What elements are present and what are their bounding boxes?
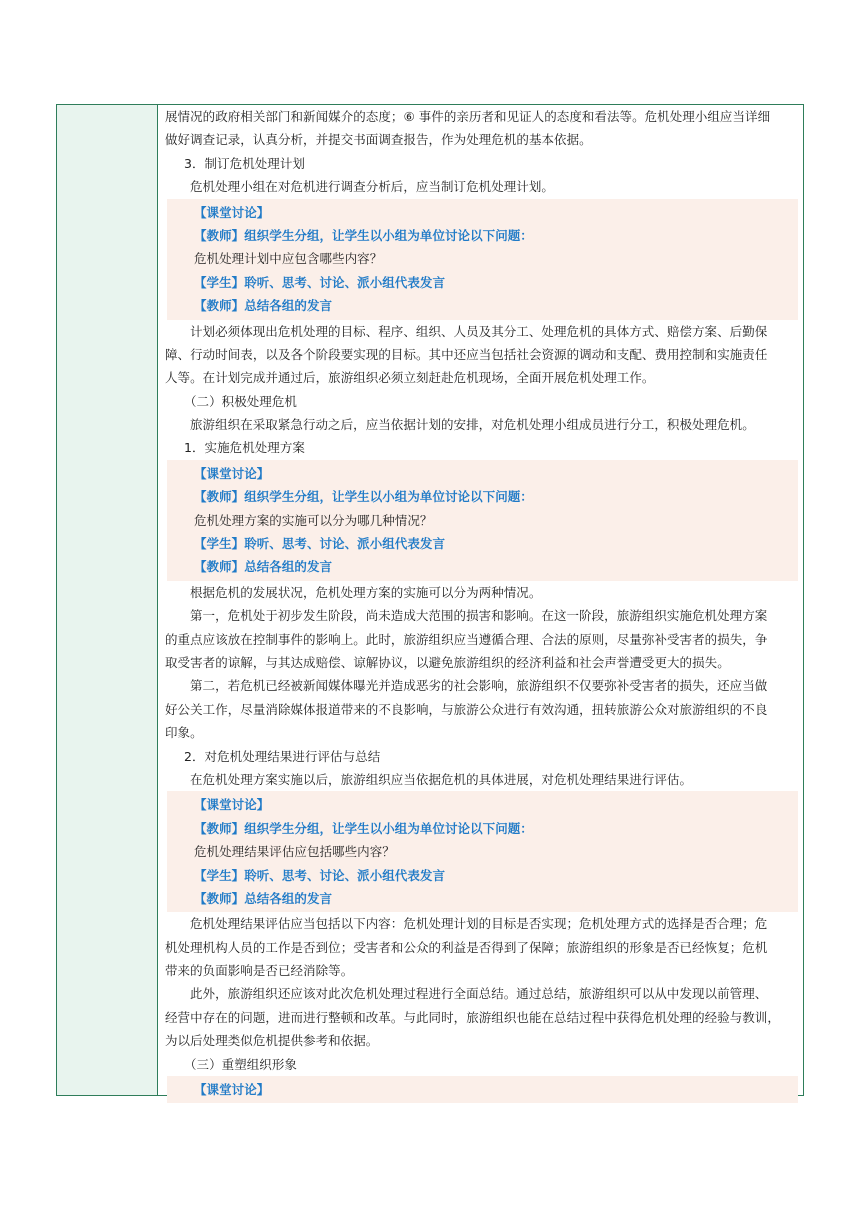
student-activity: 【学生】聆听、思考、讨论、派小组代表发言 (194, 274, 446, 290)
teacher-summary: 【教师】总结各组的发言 (194, 559, 333, 575)
paragraph-line: 计划必须体现出危机处理的目标、程序、组织、人员及其分工、处理危机的具体方式、赔偿方案、后勤保 (190, 323, 768, 339)
subheading: 1．实施危机处理方案 (184, 440, 305, 456)
paragraph-line: 障、行动时间表，以及各个阶段要实现的目标。其中还应当包括社会资源的调动和支配、费用控制和实施责任 (165, 346, 768, 362)
paragraph-line: 为以后处理类似危机提供参考和依据。 (165, 1033, 379, 1049)
lesson-table (56, 104, 804, 1096)
paragraph-line: 危机处理小组在对危机进行调查分析后，应当制订危机处理计划。 (190, 179, 554, 195)
discussion-question: 危机处理结果评估应包括哪些内容？ (194, 844, 395, 860)
paragraph-line: 根据危机的发展状况，危机处理方案的实施可以分为两种情况。 (190, 584, 542, 600)
subheading: 2．对危机处理结果进行评估与总结 (184, 748, 381, 764)
teacher-instruction: 【教师】组织学生分组，让学生以小组为单位讨论以下问题： (194, 489, 533, 505)
subheading: 3．制订危机处理计划 (184, 155, 305, 171)
table-content-cell (165, 105, 797, 1103)
teacher-instruction: 【教师】组织学生分组，让学生以小组为单位讨论以下问题： (194, 227, 533, 243)
section-heading: （三）重塑组织形象 (184, 1056, 297, 1072)
paragraph-line: 在危机处理方案实施以后，旅游组织应当依据危机的具体进展，对危机处理结果进行评估。 (190, 771, 693, 787)
teacher-summary: 【教师】总结各组的发言 (194, 890, 333, 906)
section-heading: （二）积极处理危机 (184, 393, 297, 409)
discussion-title: 【课堂讨论】 (194, 1082, 270, 1098)
discussion-title: 【课堂讨论】 (194, 204, 270, 220)
paragraph-line: 旅游组织在采取紧急行动之后，应当依据计划的安排，对危机处理小组成员进行分工，积极处理危机。 (190, 417, 755, 433)
paragraph-line: 第二，若危机已经被新闻媒体曝光并造成恶劣的社会影响，旅游组织不仅要弥补受害者的损失，还应当做 (190, 678, 768, 694)
discussion-title: 【课堂讨论】 (194, 465, 270, 481)
table-left-column (57, 105, 158, 1095)
discussion-block (167, 460, 798, 581)
teacher-summary: 【教师】总结各组的发言 (194, 298, 333, 314)
paragraph-line: 人等。在计划完成并通过后，旅游组织必须立刻赶赴危机现场，全面开展危机处理工作。 (165, 370, 655, 386)
discussion-title: 【课堂讨论】 (194, 797, 270, 813)
paragraph-line: 好公关工作，尽量消除媒体报道带来的不良影响，与旅游公众进行有效沟通，扭转旅游公众对旅游组织的不良 (165, 701, 768, 717)
student-activity: 【学生】聆听、思考、讨论、派小组代表发言 (194, 536, 446, 552)
discussion-block (167, 791, 798, 912)
paragraph-line: 做好调查记录，认真分析，并提交书面调查报告，作为处理危机的基本依据。 (165, 132, 592, 148)
paragraph-line: 第一，危机处于初步发生阶段，尚未造成大范围的损害和影响。在这一阶段，旅游组织实施危机处理方案 (190, 608, 768, 624)
teacher-instruction: 【教师】组织学生分组，让学生以小组为单位讨论以下问题： (194, 820, 533, 836)
paragraph-line: 带来的负面影响是否已经消除等。 (165, 963, 354, 979)
paragraph-line: 取受害者的谅解，与其达成赔偿、谅解协议，以避免旅游组织的经济利益和社会声誉遭受更大的损失。 (165, 654, 730, 670)
discussion-block (167, 1076, 798, 1103)
paragraph-line: 危机处理结果评估应当包括以下内容：危机处理计划的目标是否实现；危机处理方式的选择是否合理；危 (190, 916, 768, 932)
discussion-question: 危机处理方案的实施可以分为哪几种情况？ (194, 512, 433, 528)
paragraph-line: 印象。 (165, 725, 203, 741)
discussion-block (167, 199, 798, 320)
student-activity: 【学生】聆听、思考、讨论、派小组代表发言 (194, 867, 446, 883)
discussion-question: 危机处理计划中应包含哪些内容？ (194, 251, 383, 267)
paragraph-line: 经营中存在的问题，进而进行整顿和改革。与此同时，旅游组织也能在总结过程中获得危机处理的经验与教训， (165, 1009, 780, 1025)
paragraph-line: 此外，旅游组织还应该对此次危机处理过程进行全面总结。通过总结，旅游组织可以从中发现以前管理、 (190, 986, 768, 1002)
paragraph-line: 展情况的政府相关部门和新闻媒介的态度；⑥ 事件的亲历者和见证人的态度和看法等。危机处理小组应当详细 (165, 109, 771, 124)
paragraph-line: 的重点应该放在控制事件的影响上。此时，旅游组织应当遵循合理、合法的原则，尽量弥补受害者的损失，争 (165, 631, 768, 647)
paragraph-line: 机处理机构人员的工作是否到位；受害者和公众的利益是否得到了保障；旅游组织的形象是否已经恢复；危机 (165, 939, 768, 955)
